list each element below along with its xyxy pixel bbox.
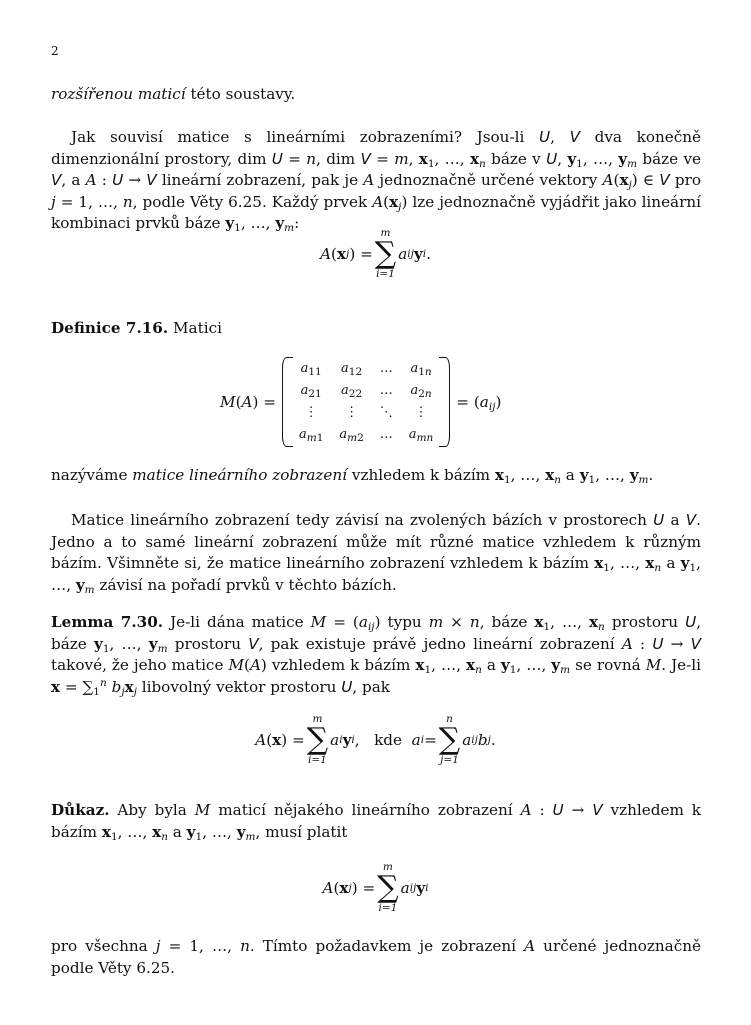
lemma-paragraph: Lemma 7.30. Je-li dána matice $M = (a_{ij})$ typu m × n, báze $x_1$, …, $x_n$ prostoru U, báze $y_1$, …, $y_m$ prostoru V, pak existuje právě jedno lineární zobrazení A : U → V takové, že jeho matice M(A) vzhledem k bázím $x_1$, …, $x_n$ a $y_1$, …, $y_m$ se rovná M. Je-li $x = \sum_1^n$ $b_jx_j$ libovolný vektor prostoru U, pak xyxy=(51,613,702,698)
equation-image-of-basis: A ( x j ) = m ∑ i=1 a ij y i . xyxy=(320,227,431,280)
paragraph-matrices-and-maps: Jak souvisí matice s lineárními zobrazeními? Jsou-li U, V dva konečně dimenzionální prostory, dim U = n, dim V = m, $x_1$, …, $x_n$ báze v U, $y_1$, …, $y_m$ báze ve V, a A : U → V lineární zobrazení, pak je A jednoznačně určené vektory $A(x_j)$ ∈ V pro j = 1, …, n, podle Věty 6.25. Každý prvek $A(x_j)$ lze jednoznačně vyjádřit jako lineární kombinaci prvků báze $y_1$, …, $y_m$: xyxy=(51,128,702,235)
equation-image-of-vector: A ( x ) = m ∑ i=1 a i y i , kde a i = n ∑ j=1 a ij b j . xyxy=(255,713,496,766)
definition-body: nazýváme matice lineárního zobrazení vzhledem k bázím $x_1$, …, $x_n$ a $y_1$, …, $y_m$. xyxy=(51,466,654,486)
matrix-equation: M(A) = $a_{11}$ $a_{12}$ … $a_{1n}$ $a_{21}$ $a_{22}$ … $a_{2n}$ ⋮ ⋮ ⋱ ⋮ $a_{m1}$ $a_{m2}$ … $a_{mn}$ = $(a_{ij})$ xyxy=(220,352,501,452)
proof-paragraph: Důkaz. Aby byla M maticí nějakého lineárního zobrazení A : U → V vzhledem k bázím $x_1$, …, $x_n$ a $y_1$, …, $y_m$, musí platit xyxy=(51,801,701,843)
equation-proof: A ( x j ) = m ∑ i=1 a ij y i xyxy=(322,861,429,914)
proof-conclusion: pro všechna j = 1, …, n. Tímto požadavkem je zobrazení A určené jednoznačně podle Věty 6.25. xyxy=(51,937,701,977)
paragraph-basis-dependence: Matice lineárního zobrazení tedy závisí na zvolených bázích v prostorech U a V. Jedno a to samé lineární zobrazení může mít různé matice vzhledem k různým bázím. Všimněte si, že matice lineárního zobrazení vzhledem k bázím $x_1$, …, $x_n$ a $y_1$, …, $y_m$ závisí na pořadí prvků v těchto bázích. xyxy=(51,511,701,596)
matrix-entries: $a_{11}$ $a_{12}$ … $a_{1n}$ $a_{21}$ $a_{22}$ … $a_{2n}$ ⋮ ⋮ ⋱ ⋮ $a_{m1}$ $a_{m2}$ … $a_{mn}$ xyxy=(298,361,434,444)
intro-line: rozšířenou maticí této soustavy. xyxy=(51,85,296,103)
page-number: 2 xyxy=(51,44,59,58)
definition-heading: Definice 7.16. Matici xyxy=(51,319,222,337)
